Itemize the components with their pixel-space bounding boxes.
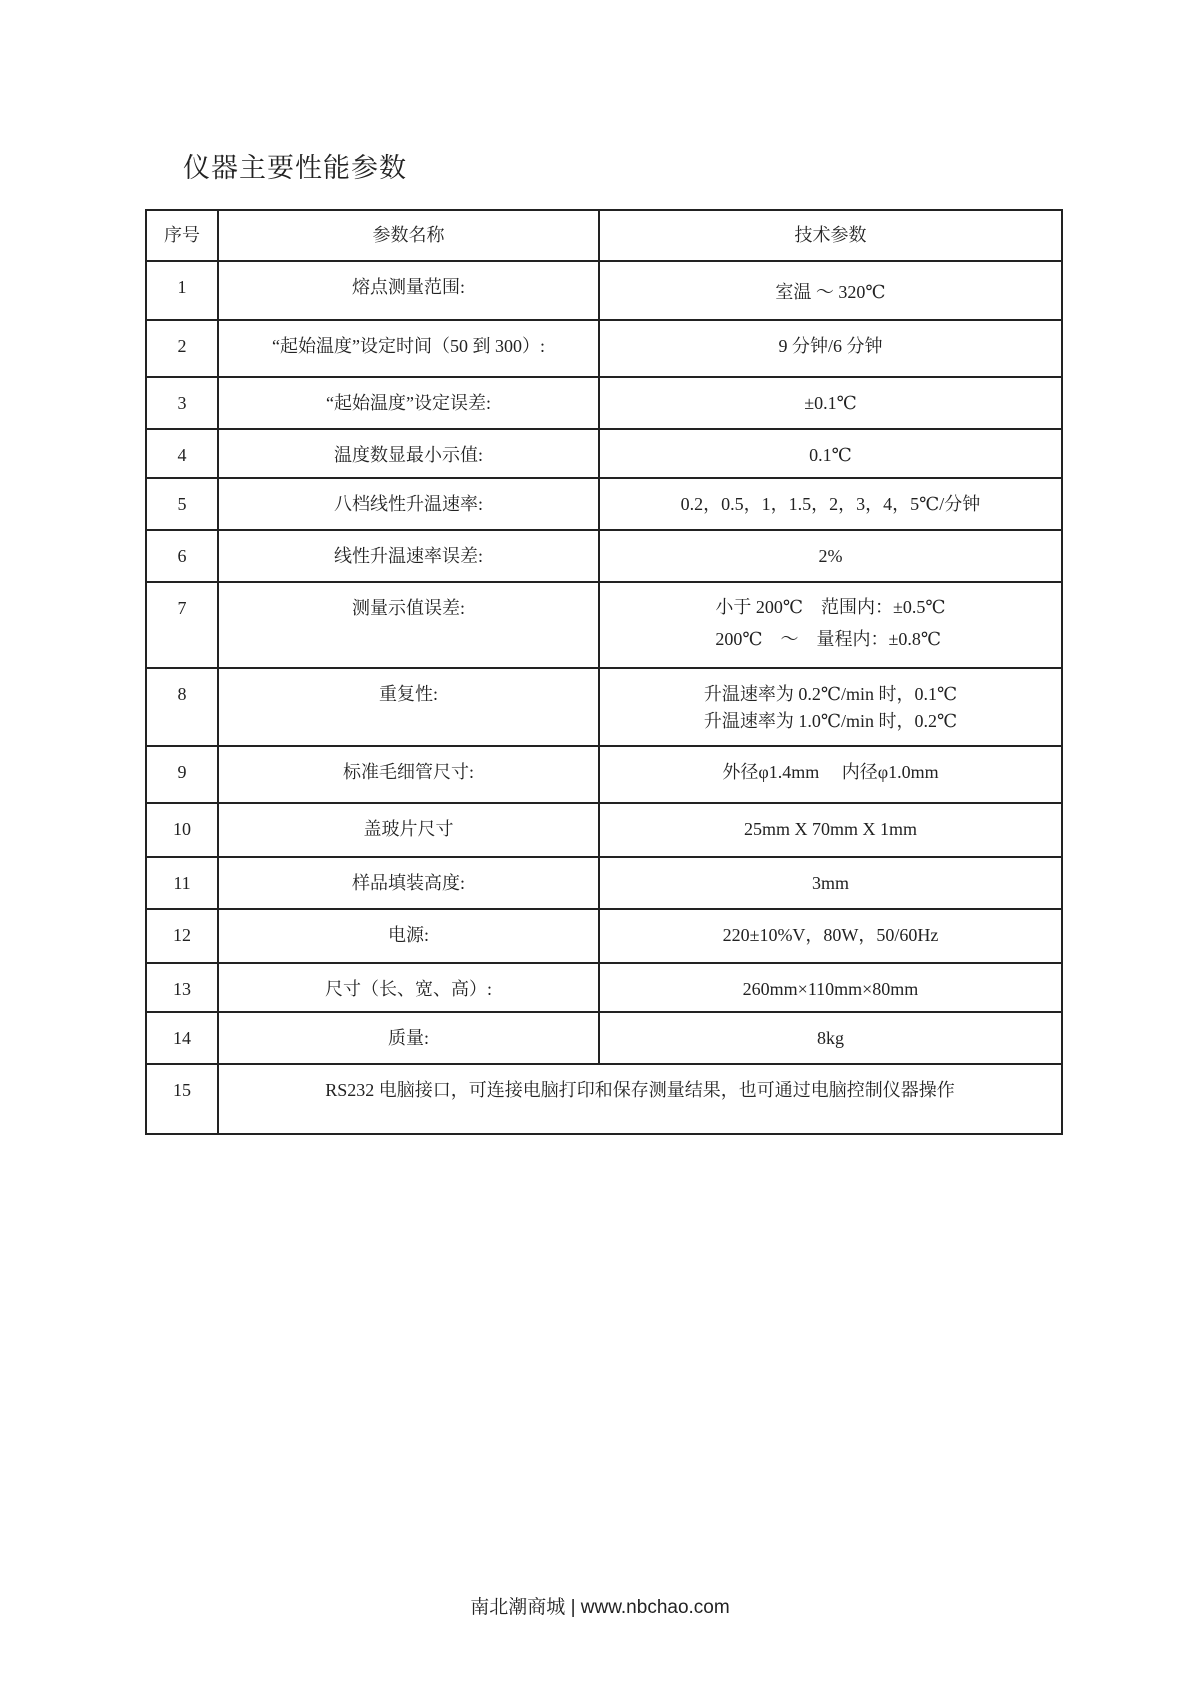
row-number: 2 [146, 320, 218, 377]
parameter-name: 样品填装高度: [218, 857, 599, 909]
row-number: 9 [146, 746, 218, 803]
value-line: 升温速率为 1.0℃/min 时，0.2℃ [703, 711, 958, 731]
table-row [146, 803, 1062, 857]
parameter-name: 尺寸（长、宽、高）: [218, 963, 599, 1012]
table-row [146, 668, 1062, 746]
parameter-name: “起始温度”设定时间（50 到 300）: [218, 320, 599, 377]
row-number: 12 [146, 909, 218, 963]
table-row [146, 429, 1062, 478]
parameter-name: 标准毛细管尺寸: [218, 746, 599, 803]
page-title: 仪器主要性能参数 [183, 153, 407, 183]
value-line: 升温速率为 0.2℃/min 时，0.1℃ [703, 684, 958, 704]
row-number: 1 [146, 261, 218, 320]
table-row [146, 377, 1062, 429]
row-number: 15 [146, 1064, 218, 1134]
parameter-value: 260mm×110mm×80mm [599, 963, 1062, 1012]
parameter-value [599, 582, 1062, 668]
value-lines [704, 681, 957, 735]
parameter-value: 25mm X 70mm X 1mm [599, 803, 1062, 857]
table-row [146, 478, 1062, 530]
parameter-name: 盖玻片尺寸 [218, 803, 599, 857]
parameters-table [145, 209, 1063, 1135]
parameter-value: 220±10%V，80W，50/60Hz [599, 909, 1062, 963]
row-span-text: RS232 电脑接口，可连接电脑打印和保存测量结果，也可通过电脑控制仪器操作 [218, 1064, 1062, 1134]
table-row [146, 1064, 1062, 1134]
value-line: 200℃ ～ 量程内：±0.8℃ [715, 629, 942, 649]
parameter-value: 8kg [599, 1012, 1062, 1064]
table-row [146, 963, 1062, 1012]
parameter-name: 质量: [218, 1012, 599, 1064]
parameter-name: 电源: [218, 909, 599, 963]
table-header-row [146, 210, 1062, 261]
parameter-name: 熔点测量范围: [218, 261, 599, 320]
parameter-name: 线性升温速率误差: [218, 530, 599, 582]
parameter-value: 9 分钟/6 分钟 [599, 320, 1062, 377]
header-no: 序号 [146, 210, 218, 261]
row-number: 14 [146, 1012, 218, 1064]
parameter-name: 重复性: [218, 668, 599, 746]
parameter-value [599, 668, 1062, 746]
parameter-value: 2% [599, 530, 1062, 582]
row-number: 6 [146, 530, 218, 582]
row-number: 13 [146, 963, 218, 1012]
row-number: 11 [146, 857, 218, 909]
parameter-name: “起始温度”设定误差: [218, 377, 599, 429]
row-number: 4 [146, 429, 218, 478]
parameter-name: 温度数显最小示值: [218, 429, 599, 478]
table-row [146, 746, 1062, 803]
parameter-value: 0.2，0.5，1，1.5，2，3，4，5℃/分钟 [599, 478, 1062, 530]
table-row [146, 1012, 1062, 1064]
table-row [146, 320, 1062, 377]
parameter-value: 外径φ1.4mm 内径φ1.0mm [599, 746, 1062, 803]
header-name: 参数名称 [218, 210, 599, 261]
parameter-name: 八档线性升温速率: [218, 478, 599, 530]
value-line: 小于 200℃ 范围内：±0.5℃ [715, 597, 946, 617]
row-number: 3 [146, 377, 218, 429]
parameter-value: 室温 ～ 320℃ [599, 261, 1062, 320]
table-row [146, 530, 1062, 582]
parameter-value: 3mm [599, 857, 1062, 909]
footer-text: 南北潮商城 | www.nbchao.com [470, 1597, 730, 1618]
table-row [146, 909, 1062, 963]
table-row [146, 857, 1062, 909]
parameter-name: 测量示值误差: [218, 582, 599, 668]
table-row [146, 261, 1062, 320]
row-number: 7 [146, 582, 218, 668]
table-row [146, 582, 1062, 668]
row-number: 8 [146, 668, 218, 746]
value-lines [715, 591, 945, 655]
parameter-value: ±0.1℃ [599, 377, 1062, 429]
parameter-value: 0.1℃ [599, 429, 1062, 478]
row-number: 10 [146, 803, 218, 857]
header-value: 技术参数 [599, 210, 1062, 261]
row-number: 5 [146, 478, 218, 530]
